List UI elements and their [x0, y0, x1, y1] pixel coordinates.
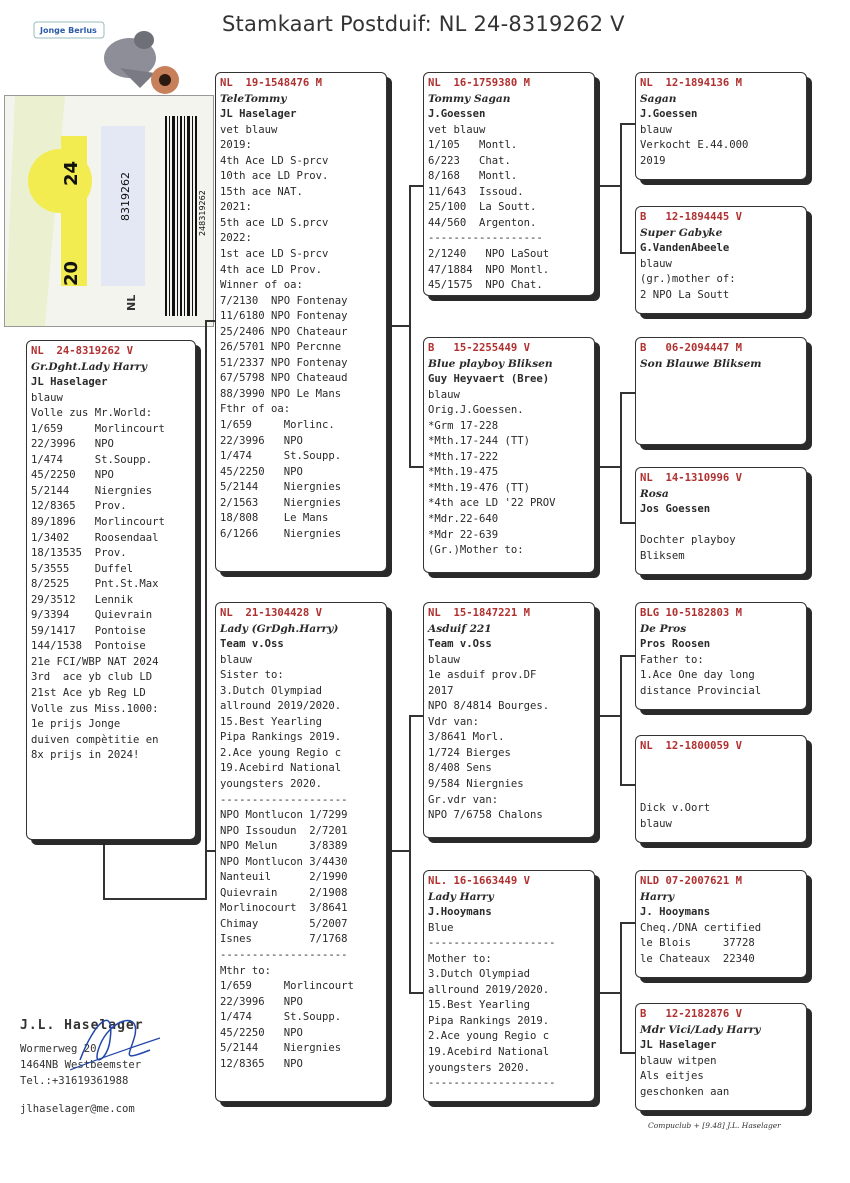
pedigree-line: 18/808 Le Mans — [220, 512, 329, 525]
pedigree-line: Orig.J.Goessen. — [428, 404, 524, 417]
pedigree-line: *Mdr.22-640 — [428, 513, 499, 526]
pedigree-line: Pipa Rankings 2019. — [428, 1014, 550, 1027]
gp4-ring: NL. 16-1663449 V — [428, 875, 531, 887]
ggp2-lines — [640, 257, 802, 304]
gp3-ring: NL 15-1847221 M — [428, 607, 531, 619]
grandparent-card-2 — [423, 337, 595, 573]
svg-text:248319262: 248319262 — [198, 190, 207, 236]
pedigree-line: NPO Issoudun 2/7201 — [220, 824, 348, 837]
pedigree-line: blauw — [220, 653, 252, 666]
grandparent-card-3 — [423, 602, 595, 838]
connector-ggp8-stub — [620, 1052, 636, 1054]
pedigree-line: 8/408 Sens — [428, 762, 492, 775]
parent-card-dam — [215, 602, 387, 1102]
gp2-ring: B 15-2255449 V — [428, 342, 531, 354]
pedigree-line: vet blauw — [428, 123, 486, 136]
ggp1-owner: J.Goessen — [640, 108, 698, 121]
pedigree-line: Father to: — [640, 653, 704, 666]
pedigree-line: 59/1417 Pontoise — [31, 624, 146, 637]
pedigree-line: 1/105 Montl. — [428, 139, 518, 152]
pedigree-line: 4th ace LD Prov. — [220, 263, 323, 276]
footer-credit: Compuclub + [9.48] J.L. Haselager — [648, 1121, 781, 1130]
pedigree-line: allround 2019/2020. — [428, 983, 550, 996]
ggp4-name: Rosa — [640, 487, 669, 500]
pedigree-line: 21e FCI/WBP NAT 2024 — [31, 655, 159, 668]
gp2-owner: Guy Heyvaert (Bree) — [428, 373, 550, 386]
pedigree-line: youngsters 2020. — [220, 778, 323, 791]
pedigree-line: 22/3996 NPO — [220, 995, 303, 1008]
pedigree-line: Gr.vdr van: — [428, 793, 499, 806]
connector-ggp2-stub — [620, 252, 636, 254]
pedigree-line: 25/100 La Soutt. — [428, 201, 537, 214]
pedigree-line: 15th ace NAT. — [220, 185, 303, 198]
pedigree-line: 8/2525 Pnt.St.Max — [31, 578, 159, 591]
pedigree-line: 22/3996 NPO — [31, 438, 114, 451]
pedigree-line: 11/6180 NPO Fontenay — [220, 310, 348, 323]
dam-name: Lady (GrDgh.Harry) — [220, 622, 339, 635]
breeder-address: Wormerweg 20 — [20, 1043, 97, 1055]
pedigree-line: Vdr van: — [428, 715, 480, 728]
ggp7-owner: J. Hooymans — [640, 906, 711, 919]
pedigree-line: -------------------- — [220, 793, 348, 806]
connector-p1-out — [388, 325, 410, 327]
pedigree-line: 8/168 Montl. — [428, 170, 518, 183]
gp4-lines — [428, 921, 590, 1092]
ggp6-owner — [640, 770, 802, 786]
pedigree-line: Pipa Rankings 2019. — [220, 731, 342, 744]
ggp8-lines — [640, 1054, 802, 1101]
connector-ggp5-stub — [620, 655, 636, 657]
ggp7-lines — [640, 921, 802, 968]
ggp7-name: Harry — [640, 890, 675, 903]
ggp7-ring: NLD 07-2007621 M — [640, 875, 743, 887]
gp2-lines — [428, 388, 590, 559]
dam-owner: Team v.Oss — [220, 638, 284, 651]
pedigree-line: 88/3990 NPO Le Mans — [220, 387, 342, 400]
pedigree-line: 12/8365 Prov. — [31, 500, 127, 513]
pedigree-line: 4th Ace LD S-prcv — [220, 154, 329, 167]
pedigree-line: NPO Montlucon 3/4430 — [220, 855, 348, 868]
ggp4-lines — [640, 518, 802, 565]
pedigree-line: 1/659 Morlincourt — [31, 422, 165, 435]
pedigree-line: ------------------ — [428, 232, 543, 245]
pedigree-line: 1/659 Morlincourt — [220, 980, 354, 993]
pedigree-line: 25/2406 NPO Chateaur — [220, 325, 348, 338]
pedigree-line: 89/1896 Morlincourt — [31, 516, 165, 529]
sire-owner: JL Haselager — [220, 108, 297, 121]
ggp8-ring: B 12-2182876 V — [640, 1008, 743, 1020]
pedigree-line: 1/474 St.Soupp. — [220, 1011, 342, 1024]
pedigree-line: le Chateaux 22340 — [640, 952, 755, 965]
pedigree-line: blauw — [428, 388, 460, 401]
pedigree-line: 18/13535 Prov. — [31, 547, 127, 560]
gp3-lines — [428, 653, 590, 824]
ggp5-lines — [640, 653, 802, 700]
pedigree-line: 1st ace LD S-prcv — [220, 248, 329, 261]
pedigree-line: 6/223 Chat. — [428, 154, 511, 167]
ggp5-owner: Pros Roosen — [640, 638, 711, 651]
pedigree-line: 1/724 Bierges — [428, 746, 511, 759]
great-grandparent-card-8 — [635, 1003, 807, 1111]
pedigree-line: -------------------- — [428, 1077, 556, 1090]
pedigree-line: 11/643 Issoud. — [428, 185, 524, 198]
gp1-owner: J.Goessen — [428, 108, 486, 121]
connector-ggp3-stub — [620, 392, 636, 394]
pedigree-line: 21st Ace yb Reg LD — [31, 687, 146, 700]
logo-text: Jonge Berlus — [40, 26, 97, 35]
ggp5-name: De Pros — [640, 622, 687, 635]
gp1-name: Tommy Sagan — [428, 92, 511, 105]
pedigree-line: 1e prijs Jonge — [31, 718, 121, 731]
pedigree-line: Nanteuil 2/1990 — [220, 871, 348, 884]
ggp3-owner — [640, 372, 802, 388]
subject-card — [26, 340, 196, 840]
pedigree-line: youngsters 2020. — [428, 1061, 531, 1074]
breeder-email: jlhaselager@me.com — [20, 1103, 135, 1115]
dam-lines — [220, 653, 382, 1073]
pedigree-line: Blue — [428, 921, 454, 934]
pedigree-line: 5/2144 Niergnies — [31, 484, 153, 497]
pedigree-line: 1/659 Morlinc. — [220, 419, 335, 432]
ggp6-name — [640, 755, 802, 771]
gp3-name: Asduif 221 — [428, 622, 492, 635]
pedigree-line: Chimay 5/2007 — [220, 917, 348, 930]
gp3-owner: Team v.Oss — [428, 638, 492, 651]
pedigree-line: 5th ace LD S.prcv — [220, 216, 329, 229]
pedigree-line: 9/584 Niergnies — [428, 778, 524, 791]
pedigree-line: 3rd ace yb club LD — [31, 671, 153, 684]
connector-ggp7-stub — [620, 922, 636, 924]
gp1-ring: NL 16-1759380 M — [428, 77, 531, 89]
great-grandparent-card-6 — [635, 735, 807, 843]
ggp4-owner: Jos Goessen — [640, 503, 711, 516]
pedigree-line: *Mth.19-475 — [428, 466, 499, 479]
pedigree-line: 2019: — [220, 139, 252, 152]
great-grandparent-card-1 — [635, 72, 807, 180]
sire-lines — [220, 123, 382, 543]
ggp6-lines — [640, 786, 802, 833]
pedigree-line: blauw — [640, 817, 672, 830]
pedigree-line: 2022: — [220, 232, 252, 245]
pedigree-line: 2021: — [220, 201, 252, 214]
pedigree-line: *Mth.17-222 — [428, 450, 499, 463]
pedigree-line: *4th ace LD '22 PROV — [428, 497, 556, 510]
page-title: Stamkaart Postduif: NL 24-8319262 V — [222, 12, 625, 36]
pedigree-line: 2017 — [428, 684, 454, 697]
pedigree-line: 2/1563 Niergnies — [220, 496, 342, 509]
ggp8-name: Mdr Vici/Lady Harry — [640, 1023, 761, 1036]
great-grandparent-card-5 — [635, 602, 807, 710]
pedigree-line: 45/2250 NPO — [220, 1026, 303, 1039]
pedigree-line: 2.Ace young Regio c — [428, 1030, 550, 1043]
pedigree-line: 3.Dutch Olympiad — [220, 684, 323, 697]
pedigree-line: 6/1266 Niergnies — [220, 527, 342, 540]
pedigree-line: 2 NPO La Soutt — [640, 288, 730, 301]
pedigree-line: 5/2144 Niergnies — [220, 481, 342, 494]
pedigree-line: blauw — [640, 257, 672, 270]
gp2-name: Blue playboy Bliksen — [428, 357, 553, 370]
pedigree-line: 10th ace LD Prov. — [220, 170, 329, 183]
pedigree-line: 44/560 Argenton. — [428, 216, 537, 229]
pedigree-line: Volle zus Miss.1000: — [31, 702, 159, 715]
pedigree-line: (gr.)mother of: — [640, 273, 736, 286]
pedigree-line: 5/3555 Duffel — [31, 562, 134, 575]
pedigree-line: allround 2019/2020. — [220, 700, 342, 713]
pedigree-line: 2019 — [640, 154, 666, 167]
great-grandparent-card-2 — [635, 206, 807, 314]
signature — [60, 1000, 170, 1080]
connector-gp1-vertical — [620, 123, 622, 253]
pedigree-line: 47/1884 NPO Montl. — [428, 263, 550, 276]
pedigree-line: blauw — [428, 653, 460, 666]
pedigree-line: Verkocht E.44.000 — [640, 139, 749, 152]
gp4-owner: J.Hooymans — [428, 906, 492, 919]
ggp2-name: Super Gabyke — [640, 226, 723, 239]
pedigree-line: 3/8641 Morl. — [428, 731, 505, 744]
connector-p1-vertical — [409, 185, 411, 467]
pedigree-line: 15.Best Yearling — [220, 715, 323, 728]
grandparent-card-1 — [423, 72, 595, 296]
pedigree-line: 7/2130 NPO Fontenay — [220, 294, 348, 307]
pedigree-line: Als eitjes — [640, 1070, 704, 1083]
great-grandparent-card-4 — [635, 467, 807, 575]
pedigree-line: *Mth.19-476 (TT) — [428, 481, 531, 494]
pedigree-line: 45/1575 NPO Chat. — [428, 279, 543, 292]
pedigree-line: 26/5701 NPO Percnne — [220, 341, 342, 354]
ggp2-ring: B 12-1894445 V — [640, 211, 743, 223]
great-grandparent-card-3 — [635, 337, 807, 445]
connector-p2-out — [388, 850, 410, 852]
connector-ggp6-stub — [620, 784, 636, 786]
pedigree-line: distance Provincial — [640, 684, 762, 697]
breeder-tel: Tel.:+31619361988 — [20, 1075, 129, 1087]
pedigree-line: vet blauw — [220, 123, 278, 136]
grandparent-card-4 — [423, 870, 595, 1102]
pedigree-line: 1/474 St.Soupp. — [220, 450, 342, 463]
pedigree-line: Morlinocourt 3/8641 — [220, 902, 348, 915]
connector-gp4-out — [597, 992, 621, 994]
pedigree-line: NPO Melun 3/8389 — [220, 840, 348, 853]
pedigree-line: Dick v.Oort — [640, 802, 711, 815]
pedigree-line: 22/3996 NPO — [220, 434, 303, 447]
pedigree-line: Sister to: — [220, 669, 284, 682]
pedigree-line: Mother to: — [428, 952, 492, 965]
great-grandparent-card-7 — [635, 870, 807, 978]
parent-card-sire — [215, 72, 387, 572]
ggp1-name: Sagan — [640, 92, 677, 105]
pedigree-line: NPO 7/6758 Chalons — [428, 809, 543, 822]
pedigree-line: Fthr of oa: — [220, 403, 291, 416]
ggp3-name: Son Blauwe Bliksem — [640, 357, 762, 370]
breeder-name: J.L. Haselager — [20, 1018, 144, 1033]
pedigree-line: 1e asduif prov.DF — [428, 669, 537, 682]
pedigree-line — [640, 786, 802, 802]
ggp3-ring: B 06-2094447 M — [640, 342, 743, 354]
pedigree-line: 45/2250 NPO — [220, 465, 303, 478]
pedigree-line: 1/474 St.Soupp. — [31, 453, 153, 466]
pedigree-line: blauw witpen — [640, 1054, 717, 1067]
pedigree-line: 15.Best Yearling — [428, 999, 531, 1012]
connector-gp3-vertical — [620, 655, 622, 785]
pedigree-line: 29/3512 Lennik — [31, 593, 134, 606]
connector-ggp1-stub — [620, 123, 636, 125]
ggp5-ring: BLG 10-5182803 M — [640, 607, 743, 619]
sire-name: TeleTommy — [220, 92, 287, 105]
pedigree-line: 1.Ace One day long — [640, 669, 755, 682]
connector-subject-trunk — [103, 838, 105, 900]
pedigree-line: blauw — [640, 123, 672, 136]
pedigree-line: Dochter playboy — [640, 534, 736, 547]
pedigree-line: NPO Montlucon 1/7299 — [220, 809, 348, 822]
subject-lines — [31, 391, 191, 764]
logo — [30, 18, 180, 98]
ggp6-ring: NL 12-1800059 V — [640, 740, 743, 752]
pedigree-line: 1/3402 Roosendaal — [31, 531, 159, 544]
pedigree-line: 9/3394 Quievrain — [31, 609, 153, 622]
ggp1-ring: NL 12-1894136 M — [640, 77, 743, 89]
pedigree-line: Quievrain 2/1908 — [220, 886, 348, 899]
pedigree-line: 8x prijs in 2024! — [31, 749, 140, 762]
pedigree-line: geschonken aan — [640, 1085, 730, 1098]
pedigree-line: Isnes 7/1768 — [220, 933, 348, 946]
ggp4-ring: NL 14-1310996 V — [640, 472, 743, 484]
subject-owner: JL Haselager — [31, 376, 108, 389]
pedigree-line: Bliksem — [640, 549, 685, 562]
connector-ggp4-stub — [620, 522, 636, 524]
sire-ring: NL 19-1548476 M — [220, 77, 323, 89]
pedigree-line: -------------------- — [220, 949, 348, 962]
connector-subject-bus — [103, 898, 206, 900]
ggp8-owner: JL Haselager — [640, 1039, 717, 1052]
pedigree-line: Cheq./DNA certified — [640, 921, 762, 934]
dam-ring: NL 21-1304428 V — [220, 607, 323, 619]
pedigree-line: 67/5798 NPO Chateaud — [220, 372, 348, 385]
svg-text:8319262: 8319262 — [119, 172, 132, 221]
connector-gp2-vertical — [620, 392, 622, 524]
gp1-lines — [428, 123, 590, 294]
pedigree-line: *Mth.17-244 (TT) — [428, 435, 531, 448]
pedigree-line: duiven compètitie en — [31, 733, 159, 746]
connector-gp2-out — [597, 466, 621, 468]
pedigree-line: Winner of oa: — [220, 279, 303, 292]
ggp2-owner: G.VandenAbeele — [640, 242, 730, 255]
pedigree-line: blauw — [31, 391, 63, 404]
pedigree-line: 5/2144 Niergnies — [220, 1042, 342, 1055]
pedigree-line: 19.Acebird National — [220, 762, 342, 775]
pedigree-line: -------------------- — [428, 937, 556, 950]
pedigree-line: *Grm 17-228 — [428, 419, 499, 432]
svg-text:20: 20 — [61, 260, 82, 286]
pedigree-line: *Mdr 22-639 — [428, 528, 499, 541]
pedigree-line: 45/2250 NPO — [31, 469, 114, 482]
connector-gp3-out — [597, 715, 621, 717]
pedigree-line: 51/2337 NPO Fontenay — [220, 356, 348, 369]
ring-label — [4, 95, 214, 327]
pedigree-line — [640, 518, 802, 534]
pedigree-line: 12/8365 NPO — [220, 1057, 303, 1070]
connector-gp4-vertical — [620, 922, 622, 1054]
connector-gp1-out — [597, 185, 621, 187]
breeder-city: 1464NB Westbeemster — [20, 1059, 142, 1071]
svg-text:NL: NL — [125, 294, 138, 311]
svg-text:24: 24 — [61, 160, 82, 186]
gp4-name: Lady Harry — [428, 890, 494, 903]
connector-p2-vertical — [409, 715, 411, 993]
pedigree-line: 2/1240 NPO LaSout — [428, 248, 550, 261]
pedigree-line: Mthr to: — [220, 964, 272, 977]
connector-parents-vertical — [205, 320, 207, 900]
subject-name: Gr.Dght.Lady Harry — [31, 360, 147, 373]
ggp1-lines — [640, 123, 802, 170]
pedigree-line: 2.Ace young Regio c — [220, 746, 342, 759]
pedigree-line: NPO 8/4814 Bourges. — [428, 700, 550, 713]
pedigree-line: Volle zus Mr.World: — [31, 407, 153, 420]
subject-ring: NL 24-8319262 V — [31, 345, 134, 357]
pedigree-line: le Blois 37728 — [640, 937, 755, 950]
pedigree-line: 3.Dutch Olympiad — [428, 968, 531, 981]
pedigree-line: 144/1538 Pontoise — [31, 640, 146, 653]
pedigree-line: 19.Acebird National — [428, 1046, 550, 1059]
pedigree-line: (Gr.)Mother to: — [428, 544, 524, 557]
